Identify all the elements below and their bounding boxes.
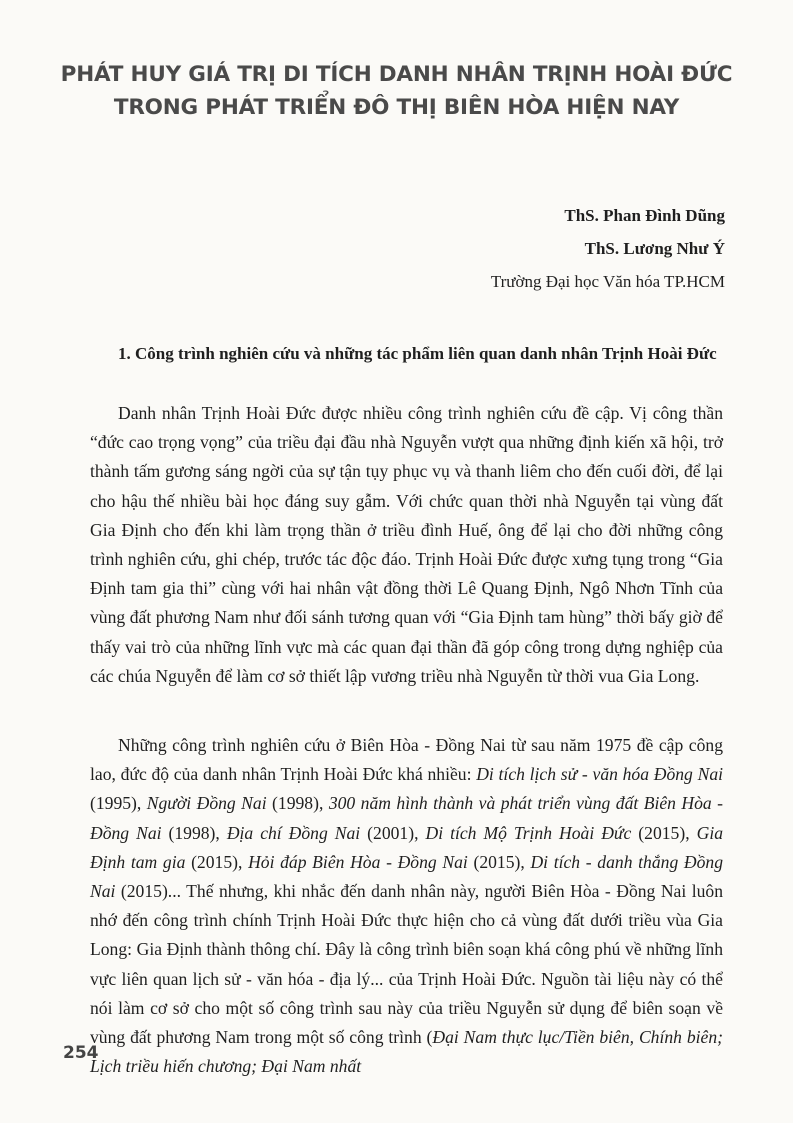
title-line-2: TRONG PHÁT TRIỂN ĐÔ THỊ BIÊN HÒA HIỆN NAY: [113, 95, 680, 120]
paragraph-text: (1998),: [266, 793, 329, 814]
work-title: Di tích lịch sử - văn hóa Đồng Nai: [476, 764, 723, 785]
work-title: Người Đồng Nai: [146, 793, 267, 814]
paragraph-text: (1998),: [161, 822, 227, 843]
work-title: Hỏi đáp Biên Hòa - Đồng Nai: [248, 851, 468, 872]
author-2: ThS. Lương Như Ý: [584, 239, 725, 258]
section-1-paragraph-1: Danh nhân Trịnh Hoài Đức được nhiều công trình nghiên cứu đề cập. Vị công thần “đức cao trọng vọng” của triều đại đầu nhà Nguyễn vượt qua những định kiến xã hội, trở thành tấm gương sáng ngời của sự tận tụy phục vụ và thanh liêm cho đến cuối đời, để lại cho hậu thế nhiều bài học đáng suy gẫm. Với chức quan thời nhà Nguyễn tại vùng đất Gia Định cho đến khi làm trọng thần ở triều đình Huế, ông để lại cho đời những công trình nghiên cứu, ghi chép, trước tác độc đáo. Trịnh Hoài Đức được xưng tụng trong “Gia Định tam gia thi” cùng với hai nhân vật đồng thời Lê Quang Định, Ngô Nhơn Tĩnh của vùng đất phương Nam như đối sánh tương quan với “Gia Định tam hùng” thời bấy giờ để thấy vai trò của những lĩnh vực mà các quan đại thần đã góp công trong dựng nghiệp của các chúa Nguyễn để làm cơ sở thiết lập vương triều nhà Nguyễn từ thời vua Gia Long.: [90, 403, 723, 686]
title-line-1: PHÁT HUY GIÁ TRỊ DI TÍCH DANH NHÂN TRỊNH HOÀI ĐỨC: [60, 62, 733, 87]
page-number: 254: [63, 1043, 99, 1063]
paragraph-text: Những công trình nghiên cứu ở Biên Hòa - Đồng Nai từ sau năm 1975 đề cập công lao, đức độ của danh nhân Trịnh Hoài Đức khá nhiều:: [90, 735, 723, 785]
article-title: [40, 58, 753, 124]
work-title: Di tích Mộ Trịnh Hoài Đức: [425, 822, 632, 843]
work-title: Địa chí Đồng Nai: [226, 822, 361, 843]
paragraph-text: (2015),: [185, 851, 249, 872]
paragraph-text: (2015),: [631, 822, 697, 843]
work-title: Gia Định tam gia: [90, 822, 723, 872]
author-1: ThS. Phan Đình Dũng: [564, 206, 725, 225]
paragraph-text: (2001),: [360, 822, 426, 843]
paragraph-text: (1995),: [90, 793, 147, 814]
author-block: [491, 199, 725, 298]
work-title: Đại Nam thực lục/Tiền biên, Chính biên; Lịch triều hiến chương; Đại Nam nhất: [90, 1027, 724, 1077]
section-1-heading: 1. Công trình nghiên cứu và những tác phẩm liên quan danh nhân Trịnh Hoài Đức: [118, 344, 717, 363]
author-affiliation: Trường Đại học Văn hóa TP.HCM: [490, 272, 725, 291]
section-1-paragraph-2: [90, 731, 723, 1081]
work-title: Di tích - danh thắng Đồng Nai: [90, 851, 724, 902]
paragraph-text: (2015),: [467, 851, 531, 872]
work-title: 300 năm hình thành và phát triển vùng đất Biên Hòa - Đồng Nai: [90, 793, 724, 843]
paragraph-text: (2015)... Thế nhưng, khi nhắc đến danh nhân này, người Biên Hòa - Đồng Nai luôn nhớ đến công trình chính Trịnh Hoài Đức thực hiện cho cả vùng đất dưới triều vùa Gia Long: Gia Định thành thông chí. Đây là công trình biên soạn khá công phú về những lĩnh vực liên quan lịch sử - văn hóa - địa lý... của Trịnh Hoài Đức. Nguồn tài liệu này có thể nói làm cơ sở cho một số công trình sau này của triều Nguyễn sử dụng để biên soạn về vùng đất phương Nam trong một số công trình (: [90, 881, 723, 1048]
